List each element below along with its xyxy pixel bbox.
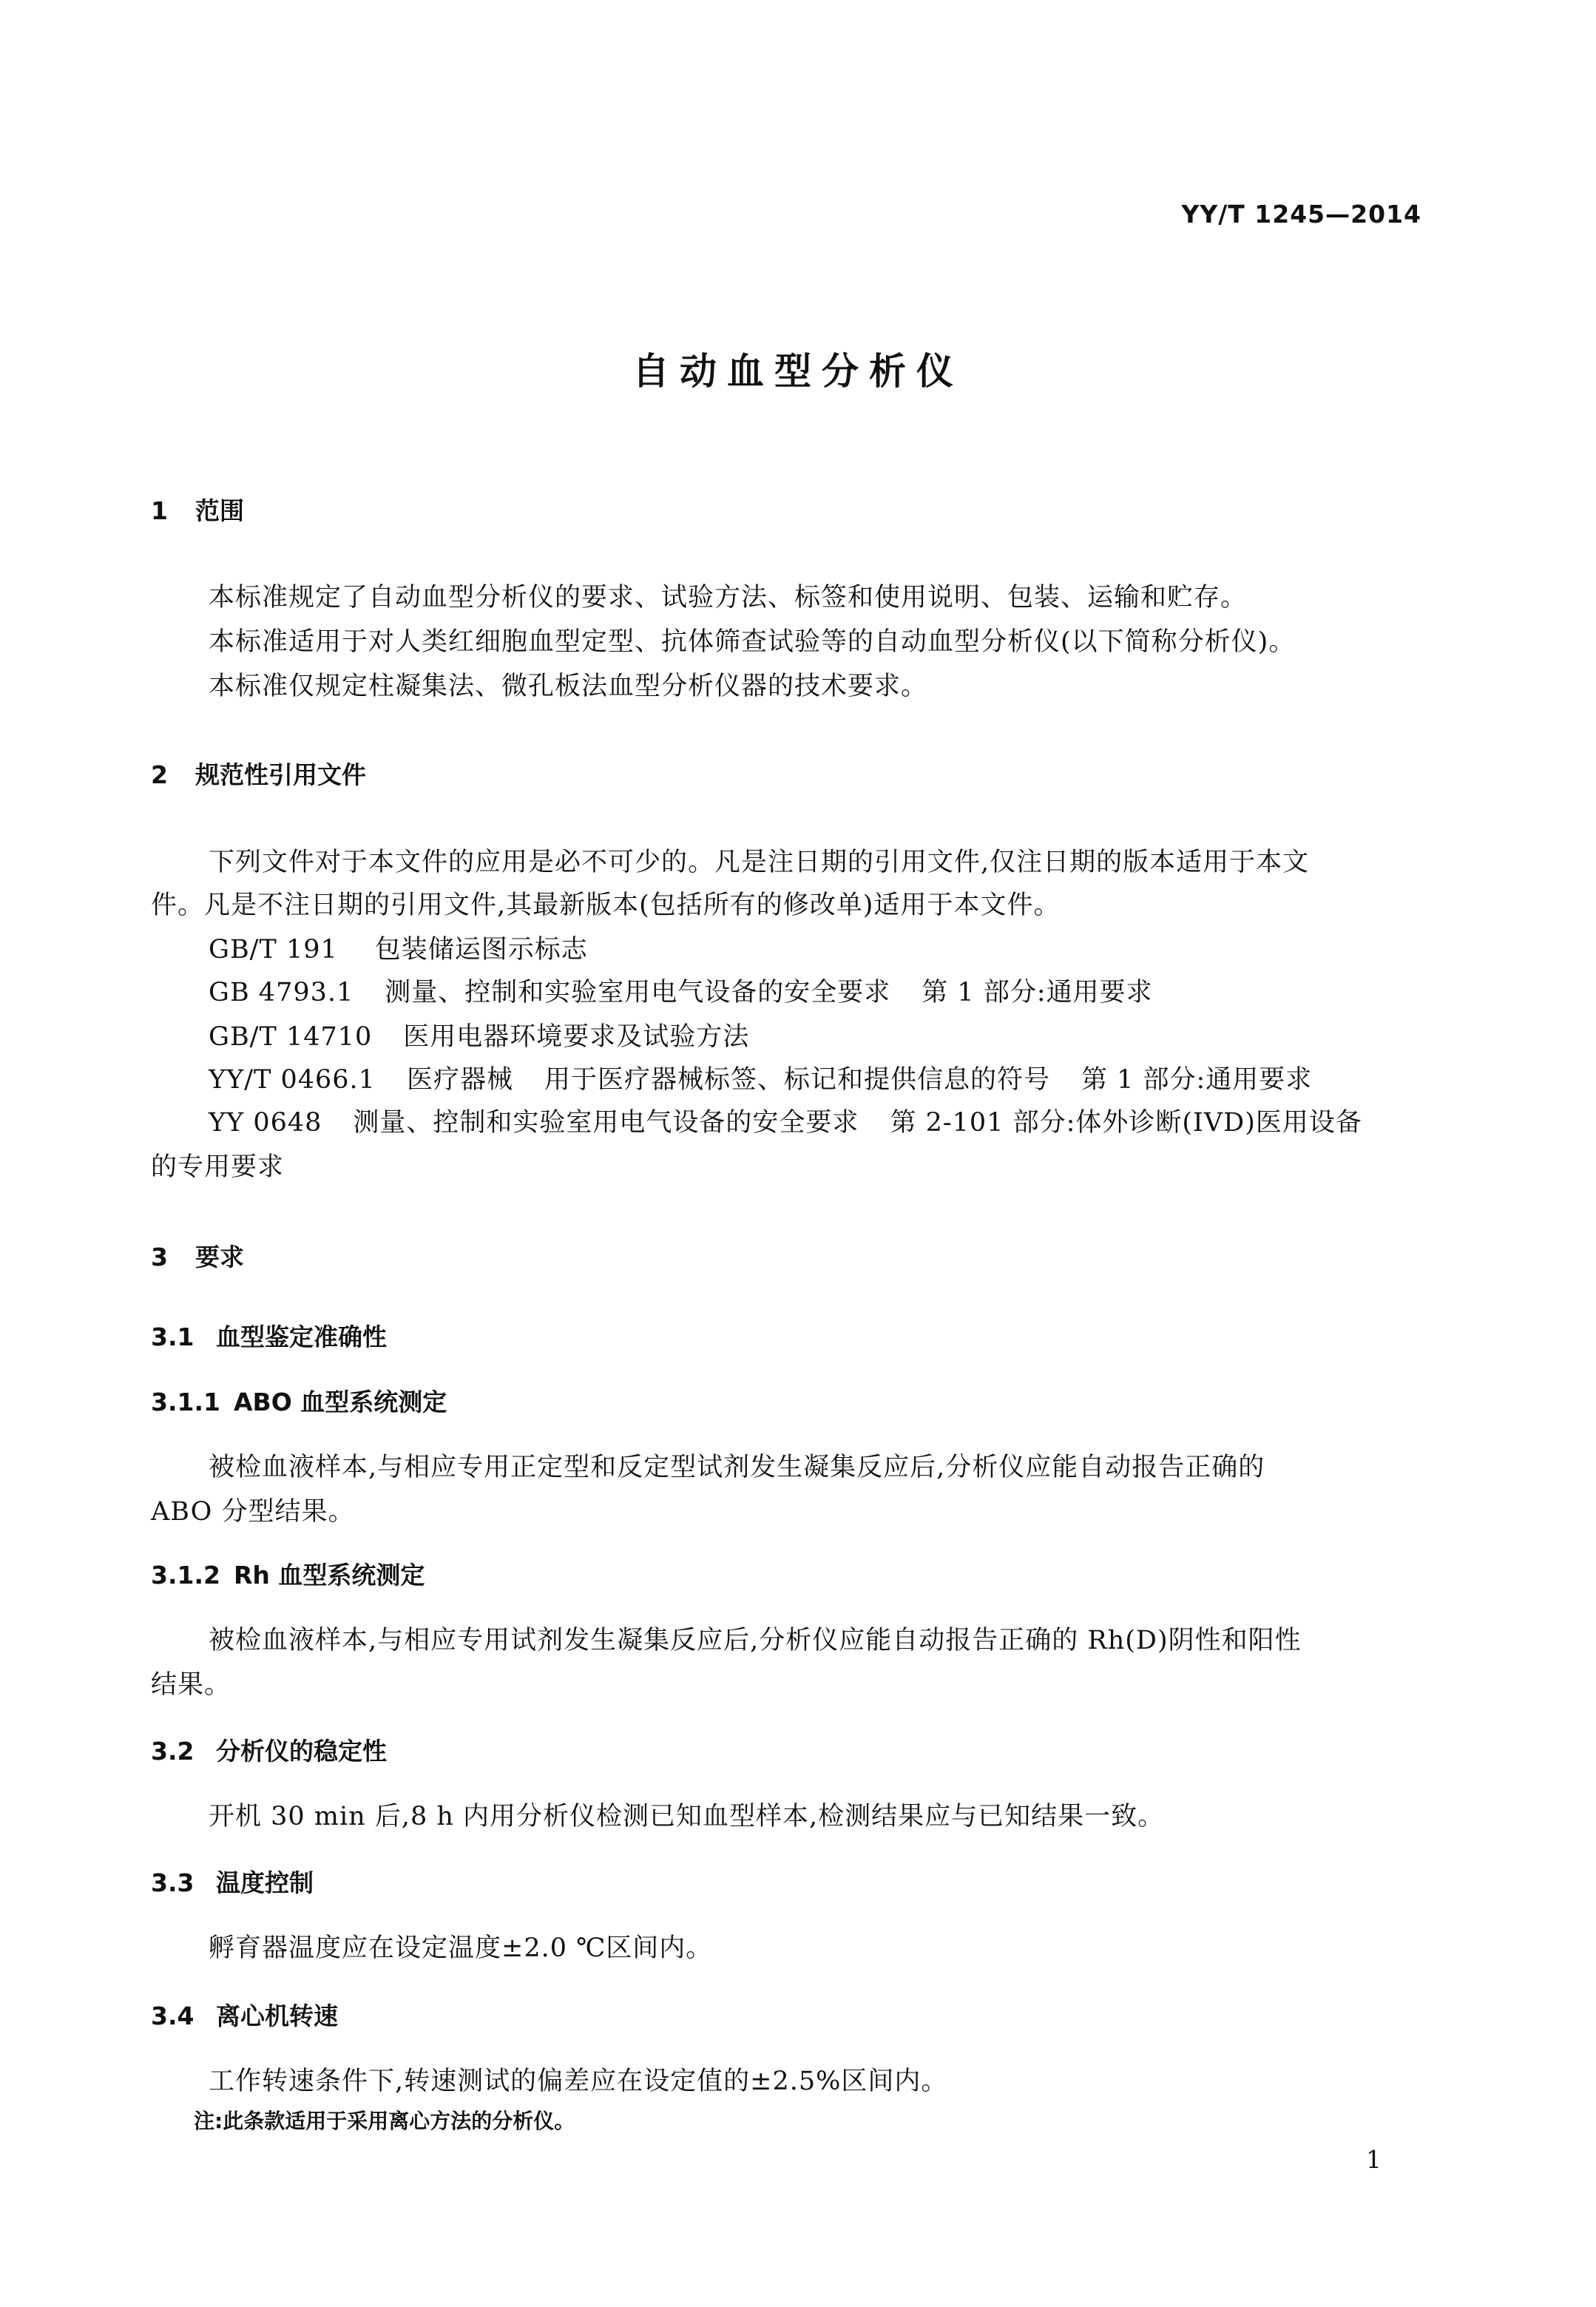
reference-code: YY 0648 xyxy=(209,1108,322,1138)
section-number: 1 xyxy=(151,496,168,525)
section-number: 3 xyxy=(151,1243,168,1271)
section-number: 3.3 xyxy=(151,1868,195,1897)
section-2-heading xyxy=(151,756,366,791)
reference-item xyxy=(209,1102,1362,1139)
reference-continuation: 的专用要求 xyxy=(151,1152,285,1182)
reference-code: GB 4793.1 xyxy=(209,978,354,1007)
reference-title: 测量、控制和实验室用电气设备的安全要求 xyxy=(353,1108,859,1138)
reference-code: GB/T 191 xyxy=(209,935,338,965)
section-3-1-1-heading xyxy=(151,1383,447,1418)
section-title: ABO 血型系统测定 xyxy=(234,1388,447,1416)
reference-part: 第 1 部分:通用要求 xyxy=(922,978,1153,1007)
page-number: 1 xyxy=(1366,2145,1382,2174)
reference-item xyxy=(209,929,588,966)
section-number: 3.4 xyxy=(151,2002,195,2030)
reference-title: 包装储运图示标志 xyxy=(374,935,588,965)
rh-paragraph-line-1: 被检血液样本,与相应专用试剂发生凝集反应后,分析仪应能自动报告正确的 Rh(D)阴性和阳性 xyxy=(209,1626,1302,1655)
section-title: 温度控制 xyxy=(216,1868,314,1897)
reference-title: 医用电器环境要求及试验方法 xyxy=(403,1022,750,1052)
section-title: Rh 血型系统测定 xyxy=(234,1561,425,1590)
reference-part: 第 2-101 部分:体外诊断(IVD)医用设备 xyxy=(890,1108,1362,1138)
section-number: 3.1.2 xyxy=(151,1561,220,1590)
section-title: 范围 xyxy=(195,496,244,525)
section-3-1-heading xyxy=(151,1318,387,1353)
rh-paragraph-line-2: 结果。 xyxy=(151,1670,231,1700)
section-3-heading xyxy=(151,1238,244,1273)
reference-title-2: 用于医疗器械标签、标记和提供信息的符号 xyxy=(544,1065,1050,1095)
section-3-4-heading xyxy=(151,1997,338,2032)
reference-part: 第 1 部分:通用要求 xyxy=(1081,1065,1313,1095)
section-title: 规范性引用文件 xyxy=(195,760,366,789)
reference-code: YY/T 0466.1 xyxy=(209,1065,376,1095)
section-3-2-heading xyxy=(151,1732,387,1767)
section-number: 3.1 xyxy=(151,1323,195,1351)
section-3-3-heading xyxy=(151,1864,314,1899)
section-number: 3.1.1 xyxy=(151,1388,220,1416)
abo-paragraph-line-2: ABO 分型结果。 xyxy=(151,1497,355,1527)
abo-paragraph-line-1: 被检血液样本,与相应专用正定型和反定型试剂发生凝集反应后,分析仪应能自动报告正确的 xyxy=(209,1453,1265,1482)
scope-paragraph-2: 本标准适用于对人类红细胞血型定型、抗体筛查试验等的自动血型分析仪(以下简称分析仪)。 xyxy=(209,627,1296,657)
reference-code: GB/T 14710 xyxy=(209,1022,373,1052)
section-title: 要求 xyxy=(195,1243,244,1271)
standard-number: YY/T 1245—2014 xyxy=(1181,200,1421,229)
scope-paragraph-3: 本标准仅规定柱凝集法、微孔板法血型分析仪器的技术要求。 xyxy=(209,672,928,701)
scope-paragraph-1: 本标准规定了自动血型分析仪的要求、试验方法、标签和使用说明、包装、运输和贮存。 xyxy=(209,583,1248,612)
temperature-paragraph: 孵育器温度应在设定温度±2.0 ℃区间内。 xyxy=(209,1933,713,1963)
stability-paragraph: 开机 30 min 后,8 h 内用分析仪检测已知血型样本,检测结果应与已知结果一致。 xyxy=(209,1802,1165,1831)
section-number: 3.2 xyxy=(151,1737,195,1766)
reference-item xyxy=(209,1016,749,1053)
section-title: 分析仪的稳定性 xyxy=(216,1737,387,1766)
references-intro-line-1: 下列文件对于本文件的应用是必不可少的。凡是注日期的引用文件,仅注日期的版本适用于本文 xyxy=(209,848,1310,877)
document-title: 自动血型分析仪 xyxy=(632,350,964,393)
reference-title: 医疗器械 xyxy=(406,1065,513,1095)
reference-item xyxy=(209,972,1153,1009)
centrifuge-paragraph: 工作转速条件下,转速测试的偏差应在设定值的±2.5%区间内。 xyxy=(209,2067,948,2096)
centrifuge-note: 注:此条款适用于采用离心方法的分析仪。 xyxy=(194,2109,575,2133)
section-title: 血型鉴定准确性 xyxy=(216,1323,387,1351)
reference-title: 测量、控制和实验室用电气设备的安全要求 xyxy=(385,978,891,1007)
references-intro-line-2: 件。凡是不注日期的引用文件,其最新版本(包括所有的修改单)适用于本文件。 xyxy=(151,891,1061,920)
section-number: 2 xyxy=(151,760,168,789)
section-1-heading xyxy=(151,492,244,527)
reference-item xyxy=(209,1059,1312,1096)
section-title: 离心机转速 xyxy=(216,2002,338,2030)
section-3-1-2-heading xyxy=(151,1556,425,1591)
